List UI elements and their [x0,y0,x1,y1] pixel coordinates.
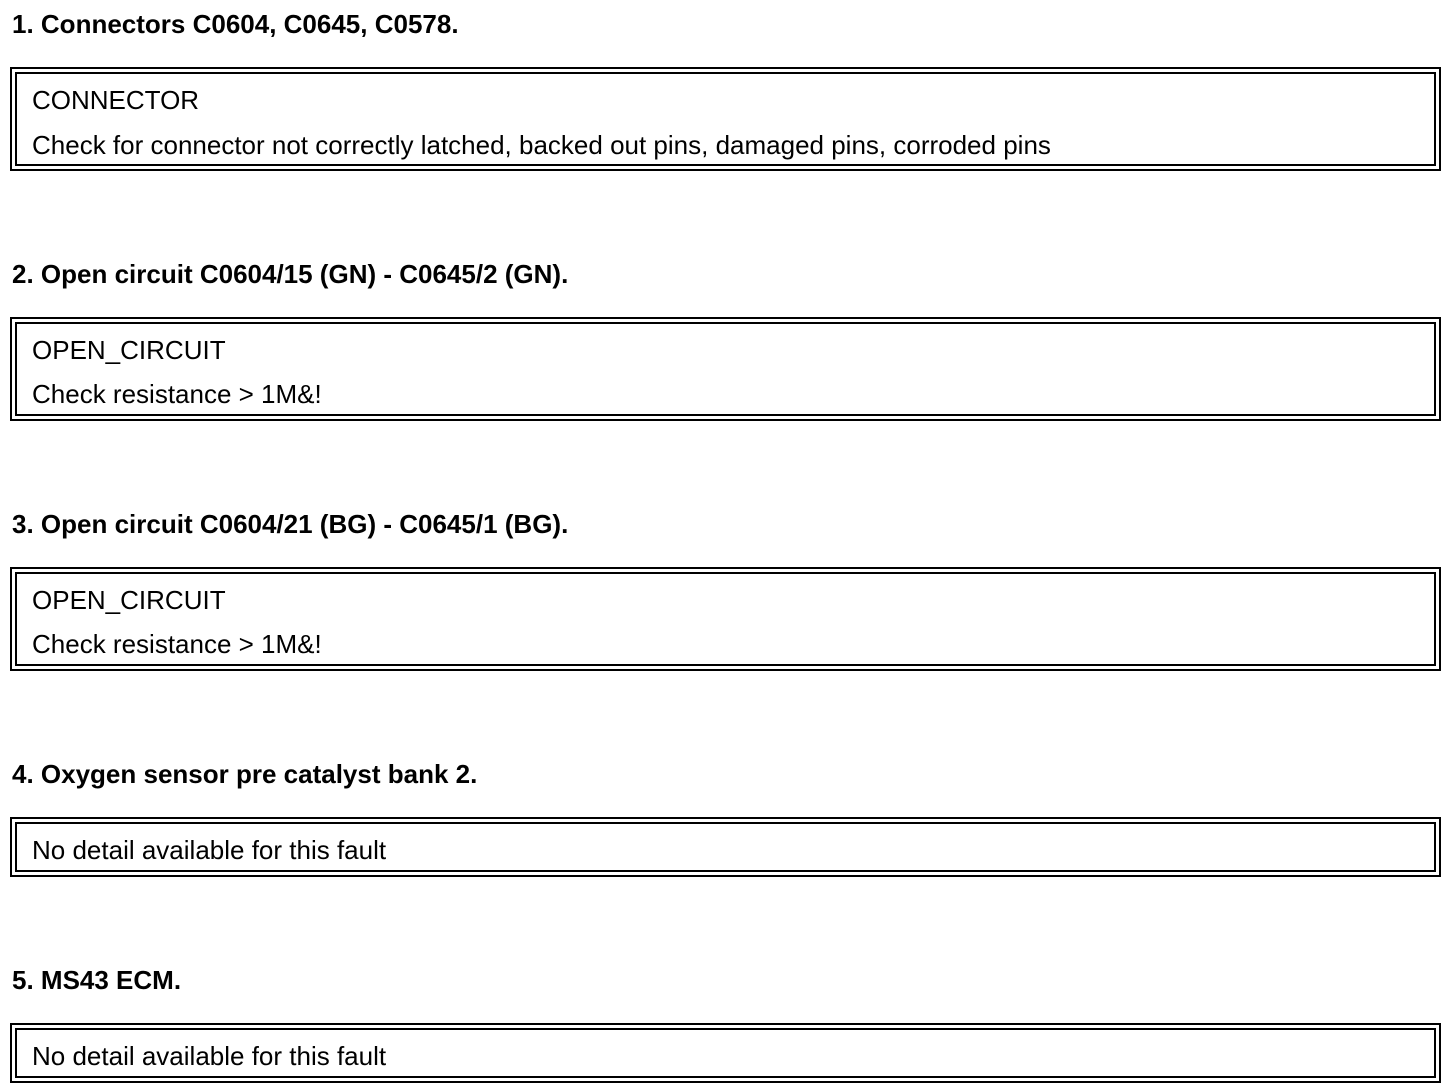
fault-detail-text: No detail available for this fault [32,835,387,865]
fault-detail-text: No detail available for this fault [32,1041,387,1071]
fault-type-label: OPEN_CIRCUIT [32,335,226,365]
detail-box [10,567,1441,671]
detail-box [10,317,1441,421]
section-heading: 2. Open circuit C0604/15 (GN) - C0645/2 (GN). [12,259,569,289]
detail-box [10,817,1441,877]
fault-detail-text: Check resistance > 1M&! [32,629,322,659]
fault-type-label: OPEN_CIRCUIT [32,585,226,615]
detail-box [10,67,1441,171]
fault-type-label: CONNECTOR [32,85,200,115]
fault-detail-text: Check resistance > 1M&! [32,379,322,409]
section-heading: 3. Open circuit C0604/21 (BG) - C0645/1 (BG). [12,509,569,539]
fault-detail-text: Check for connector not correctly latched, backed out pins, damaged pins, corroded pins [32,130,1051,160]
detail-box [10,1023,1441,1083]
section-heading: 5. MS43 ECM. [12,965,182,995]
section-heading: 4. Oxygen sensor pre catalyst bank 2. [12,759,478,789]
section-heading: 1. Connectors C0604, C0645, C0578. [12,9,459,39]
